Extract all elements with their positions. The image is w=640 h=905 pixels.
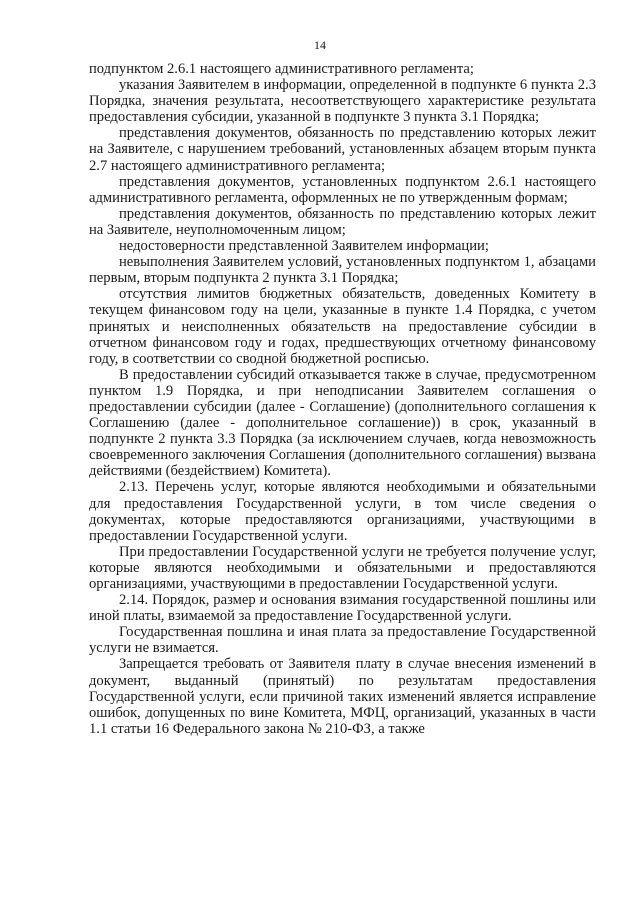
paragraph: невыполнения Заявителем условий, установленных подпунктом 1, абзацами первым, вторым подпункта 2 пункта 3.1 Порядка;	[89, 254, 596, 287]
paragraph: В предоставлении субсидий отказывается также в случае, предусмотренном пунктом 1.9 Порядка, и при неподписании Заявителем соглашения о предоставлении субсидии (далее - Соглашение) (дополнительного соглашения к Соглашению (далее - дополнительное соглашение)) в срок, указанный в подпункте 2 пункта 3.3 Порядка (за исключением случаев, когда невозможность своевременного заключения Соглашения (дополнительного соглашения) вызвана действиями (бездействием) Комитета).	[89, 366, 596, 480]
paragraph: недостоверности представленной Заявителем информации;	[119, 238, 489, 255]
paragraph: подпунктом 2.6.1 настоящего административного регламента;	[89, 61, 474, 77]
paragraph: 2.14. Порядок, размер и основания взимания государственной пошлины или иной платы, взимаемой за предоставление Государственной услуги.	[89, 592, 596, 625]
paragraph: представления документов, обязанность по представлению которых лежит на Заявителе, неуполномоченным лицом;	[89, 205, 596, 238]
paragraph: указания Заявителем в информации, определенной в подпункте 6 пункта 2.3 Порядка, значения результата, несоответствующего характеристике результата предоставления субсидии, указанной в подпункте 3 пункта 3.1 Порядка;	[89, 77, 596, 126]
paragraph: Запрещается требовать от Заявителя плату в случае внесения изменений в документ, выданный (принятый) по результатам предоставления Государственной услуги, если причиной таких изменений является исправление ошибок, допущенных по вине Комитета, МФЦ, организаций, указанных в части 1.1 статьи 16 Федерального закона № 210-ФЗ, а также	[89, 656, 596, 737]
body-text	[89, 61, 596, 737]
paragraph: представления документов, обязанность по представлению которых лежит на Заявителе, с нарушением требований, установленных абзацем вторым пункта 2.7 настоящего административного регламента;	[89, 125, 596, 174]
paragraph: представления документов, установленных подпунктом 2.6.1 настоящего административного регламента, оформленных не по утвержденным формам;	[89, 173, 596, 206]
page-number: 14	[314, 38, 326, 52]
paragraph: 2.13. Перечень услуг, которые являются необходимыми и обязательными для предоставления Государственной услуги, в том числе сведения о документах, которые предоставляются организациями, участвующими в предоставлении Государственной услуги.	[89, 479, 596, 544]
paragraph: Государственная пошлина и иная плата за предоставление Государственной услуги не взимается.	[89, 624, 596, 657]
paragraph: отсутствия лимитов бюджетных обязательств, доведенных Комитету в текущем финансовом году на цели, указанные в пункте 1.4 Порядка, с учетом принятых и неисполненных обязательств на предоставление субсидии в отчетном финансовом году и годах, предшествующих отчетному финансовому году, в соответствии со сводной бюджетной росписью.	[89, 286, 596, 367]
paragraph: При предоставлении Государственной услуги не требуется получение услуг, которые являются необходимыми и обязательными и предоставляются организациями, участвующими в предоставлении Государственной услуги.	[89, 543, 596, 592]
